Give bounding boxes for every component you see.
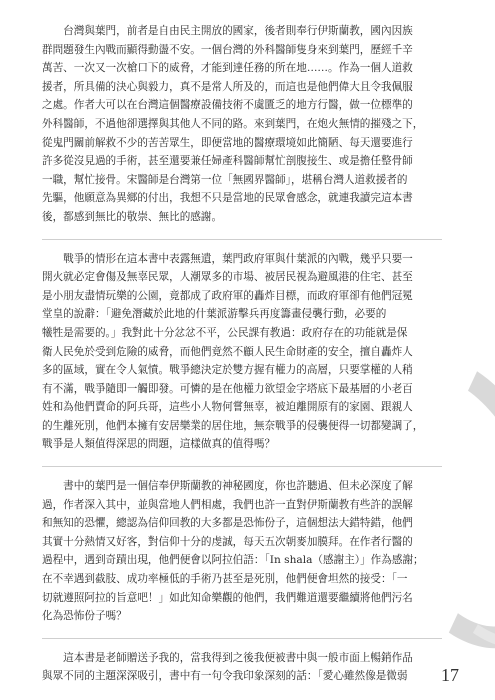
text-line: 先驅，他願意為異鄉的付出，我想不只是當地的民眾會感念，就連我讀完這本書 — [42, 192, 413, 205]
text-line: 衛人民免於受到危險的威脅，而他們竟然不顧人民生命財產的安全，擅自轟炸人 — [42, 345, 413, 358]
text-line: 是小朋友盡情玩樂的公園，竟都成了政府軍的轟炸目標，而政府軍卻有他們冠冕 — [42, 289, 413, 302]
text-line: 和無知的恐懼，總認為信仰回教的大多都是恐怖份子，這個想法大錯特錯，他們 — [42, 517, 413, 530]
text-line: 後，都感到無比的敬崇、無比的感謝。 — [42, 210, 223, 223]
text-line: 開火就必定會傷及無辜民眾，人潮眾多的市場、被居民視為避風港的住宅、甚至 — [42, 271, 413, 284]
page-number: 17 — [441, 665, 459, 685]
text-line: 書中的葉門是一個信奉伊斯蘭教的神秘國度，你也許聽過、但未必深度了解 — [42, 480, 413, 493]
text-line: 的生離死別，他們本擁有安居樂業的居住地，無奈戰爭的侵襲便得一切都變調了， — [42, 419, 424, 432]
text-line: 過，作者深入其中，並與當地人們相處，我們也許一直對伊斯蘭教有些許的誤解 — [42, 498, 413, 511]
text-line: 戰爭是人類值得深思的問題，這樣做真的值得嗎？ — [42, 438, 276, 451]
text-line: 萬苦、一次又一次槍口下的威脅，才能到達任務的所在地……。作為一個人道救 — [42, 62, 413, 75]
paragraph — [42, 638, 442, 686]
paragraph — [42, 466, 442, 626]
text-line: 姓和為他們賣命的阿兵哥，這些小人物何嘗無辜，被迫離開原有的家園、跟親人 — [42, 401, 413, 414]
text-line: 過程中，遇到奇蹟出現，他們便會以阿拉伯語：「In shala（感謝主）」作為感謝； — [42, 554, 424, 567]
text-line: 切就遵照阿拉的旨意吧！」如此知命樂觀的他們，我們難道還要繼續將他們污名 — [42, 591, 413, 604]
text-line: 群問題發生內戰而顯得動盪不安。一個台灣的外科醫師隻身來到葉門，歷經千辛 — [42, 43, 413, 56]
text-line: 與眾不同的主題深深吸引，書中有一句令我印象深刻的話：「愛心雖然像是微弱 — [42, 670, 408, 683]
text-line: 台灣與葉門，前者是自由民主開放的國家，後者則奉行伊斯蘭教，國內因族 — [42, 25, 413, 37]
body-text — [42, 22, 442, 698]
paragraph — [42, 239, 442, 455]
text-line: 這本書是老師贈送予我的，當我得到之後我便被書中與一般市面上暢銷作品 — [42, 651, 413, 664]
text-line: 其實十分熱情又好客，對信仰十分的虔誠，每天五次朝麥加膜拜。在作者行醫的 — [42, 535, 413, 548]
text-line: 多的區域，實在令人氣憤。戰爭總決定於雙方握有權力的高層，只要掌權的人稍 — [42, 364, 413, 377]
text-line: 堂皇的說辭：「避免潛藏於此地的什葉派游擊兵再度籌畫侵襲行動，必要的 — [42, 308, 387, 321]
text-line: 化為恐怖份子嗎？ — [42, 610, 127, 623]
paragraph — [42, 22, 442, 227]
text-line: 有不滿，戰爭隨即一觸即發。可憐的是在他權力欲望金字塔底下最基層的小老百 — [42, 382, 413, 395]
text-line: 許多從沒見過的手術，甚至還要兼任婦產科醫師幫忙剖腹接生、或是擔任整骨師 — [42, 155, 413, 168]
text-line: 戰爭的情形在這本書中表露無遺，葉門政府軍與什葉派的內戰，幾乎只要一 — [42, 252, 413, 265]
text-line: 犧牲是需要的。」我對此十分忿忿不平，公民課有教過：政府存在的功能就是保 — [42, 326, 408, 339]
text-line: 在不幸遇到截肢、成功率極低的手術乃甚至是死別，他們便會坦然的接受：「一 — [42, 573, 408, 586]
text-line: 一職，幫忙接骨。宋醫師是台灣第一位「無國界醫師」，堪稱台灣人道救援者的 — [42, 173, 408, 186]
text-line: 從鬼門關前解救不少的苦苦眾生，即便當地的醫療環境如此簡陋、每天還要進行 — [42, 136, 413, 149]
text-line: 援者，所具備的決心與毅力，真不是常人所及的，而這也是他們偉大且令我佩服 — [42, 80, 413, 93]
text-line: 外科醫師，不過他卻選擇與其他人不同的路。來到葉門，在炮火無情的摧殘之下， — [42, 117, 424, 130]
text-line: 之處。作者大可以在台灣這個醫療設備技術不虞匱乏的地方行醫，做一位標準的 — [42, 99, 413, 112]
